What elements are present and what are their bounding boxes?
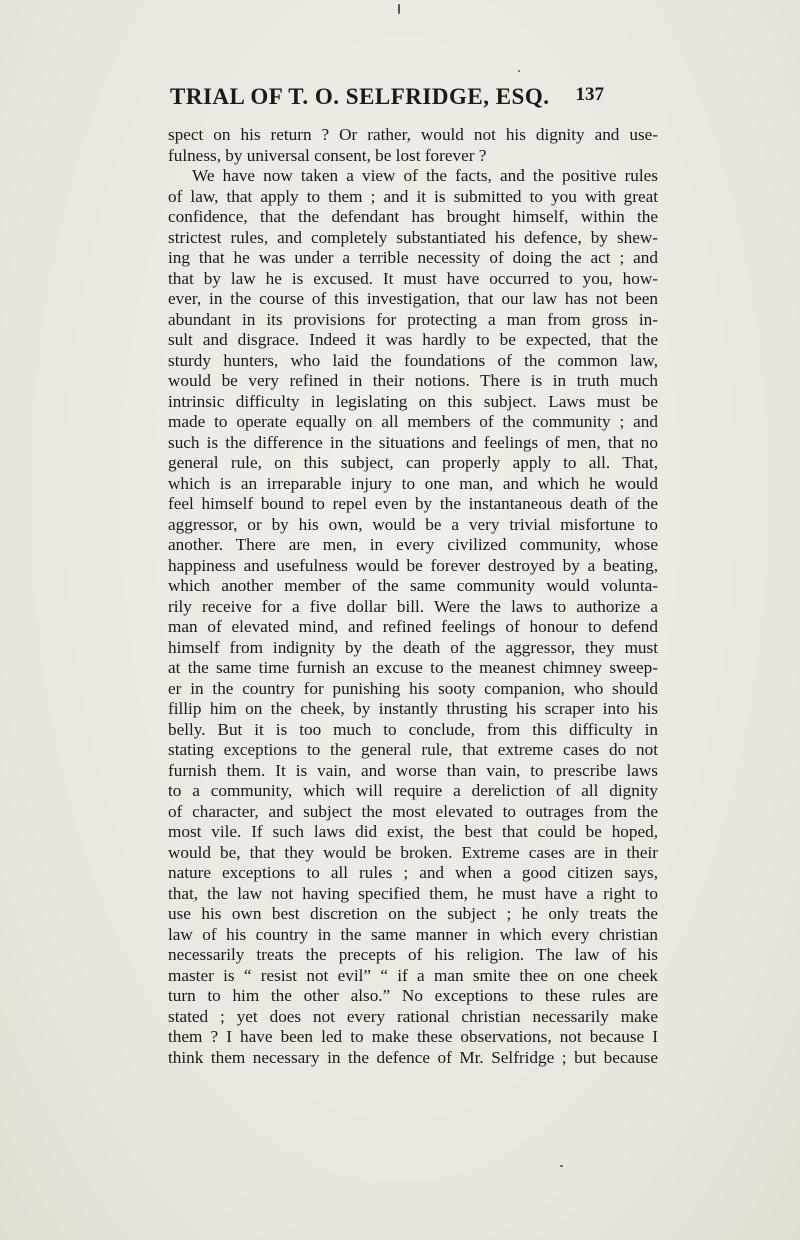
text-line: think them necessary in the defence of Mr. Selfridge ; but because	[168, 1047, 658, 1067]
text-line: another. There are men, in every civilized community, whose	[168, 535, 658, 554]
text-line: er in the country for punishing his sooty companion, who should	[168, 678, 658, 698]
text-line: that by law he is excused. It must have occurred to you, how-	[168, 268, 658, 288]
text-line: feel himself bound to repel even by the instantaneous death of the	[168, 494, 658, 513]
running-title: TRIAL OF T. O. SELFRIDGE, ESQ.	[170, 84, 550, 109]
text-line: fillip him on the cheek, by instantly thrusting his scraper into his	[168, 699, 658, 718]
text-line: fulness, by universal consent, be lost forever ?	[168, 145, 487, 165]
text-line: use his own best discretion on the subject ; he only treats the	[168, 904, 658, 923]
text-line: which is an irreparable injury to one man, and which he would	[168, 473, 658, 493]
body-text	[168, 125, 658, 1068]
text-line: intrinsic difficulty in legislating on this subject. Laws must be	[168, 391, 658, 411]
text-line: belly. But it is too much to conclude, from this difficulty in	[168, 719, 658, 739]
page-header	[170, 84, 604, 110]
text-line: aggressor, or by his own, would be a very trivial misfortune to	[168, 514, 658, 534]
text-line: strictest rules, and completely substantiated his defence, by shew-	[168, 227, 658, 247]
text-line: of character, and subject the most elevated to outrages from the	[168, 801, 658, 821]
text-line: general rule, on this subject, can properly apply to all. That,	[168, 453, 658, 472]
text-line: made to operate equally on all members of the community ; and	[168, 412, 658, 431]
text-line: man of elevated mind, and refined feelings of honour to defend	[168, 617, 658, 636]
text-line: stating exceptions to the general rule, that extreme cases do not	[168, 740, 658, 759]
text-line: turn to him the other also.” No exceptions to these rules are	[168, 986, 658, 1005]
text-line: spect on his return ? Or rather, would not his dignity and use-	[168, 125, 658, 144]
text-line: We have now taken a view of the facts, and the positive rules	[192, 166, 658, 185]
text-line: furnish them. It is vain, and worse than vain, to prescribe laws	[168, 760, 658, 780]
ink-speck	[560, 1165, 563, 1167]
text-line: such is the difference in the situations and feelings of men, that no	[168, 432, 658, 452]
text-line: abundant in its provisions for protecting a man from gross in-	[168, 309, 658, 329]
text-line: law of his country in the same manner in which every christian	[168, 924, 658, 944]
text-line: stated ; yet does not every rational christian necessarily make	[168, 1006, 658, 1026]
page-number: 137	[575, 84, 604, 105]
text-line: most vile. If such laws did exist, the best that could be hoped,	[168, 822, 658, 841]
text-line: nature exceptions to all rules ; and when a good citizen says,	[168, 863, 658, 882]
text-line: confidence, that the defendant has brought himself, within the	[168, 207, 658, 226]
text-line: them ? I have been led to make these observations, not because I	[168, 1027, 658, 1046]
text-line: ing that he was under a terrible necessity of doing the act ; and	[168, 248, 658, 267]
ink-speck	[518, 70, 520, 72]
ink-speck	[398, 4, 400, 14]
text-line: himself from indignity by the death of the aggressor, they must	[168, 637, 658, 657]
text-line: that, the law not having specified them, he must have a right to	[168, 883, 658, 903]
text-line: at the same time furnish an excuse to the meanest chimney sweep-	[168, 658, 658, 677]
text-line: ever, in the course of this investigation, that our law has not been	[168, 289, 658, 308]
text-line: sturdy hunters, who laid the foundations of the common law,	[168, 350, 658, 370]
text-line: rily receive for a five dollar bill. Were the laws to authorize a	[168, 596, 658, 616]
text-line: necessarily treats the precepts of his religion. The law of his	[168, 945, 658, 964]
text-line: of law, that apply to them ; and it is submitted to you with great	[168, 186, 658, 206]
text-line: which another member of the same community would volunta-	[168, 576, 658, 595]
text-line: would be very refined in their notions. There is in truth much	[168, 371, 658, 390]
text-line: master is “ resist not evil” “ if a man smite thee on one cheek	[168, 965, 658, 985]
text-line: to a community, which will require a dereliction of all dignity	[168, 781, 658, 800]
text-line: happiness and usefulness would be forever destroyed by a beating,	[168, 555, 658, 575]
text-line: would be, that they would be broken. Extreme cases are in their	[168, 842, 658, 862]
text-line: sult and disgrace. Indeed it was hardly to be expected, that the	[168, 330, 658, 349]
